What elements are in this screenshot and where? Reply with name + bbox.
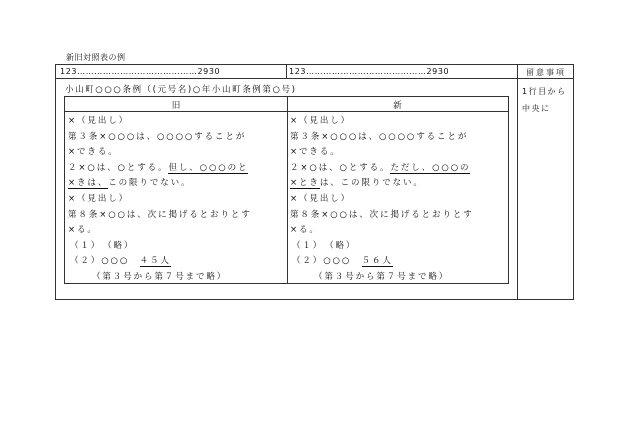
new-changed-text: ５６人 [361,256,393,267]
diff-table [64,96,509,284]
ruler-old: 123……………………………………2930 [60,67,221,76]
old-line: 第８条×○○は、次に掲げるとおりとす [68,209,252,220]
new-line: （１） （略） [292,240,357,251]
page-title: 新旧対照表の例 [66,53,126,62]
column-divider [287,97,288,283]
new-line [290,254,474,270]
old-changed-text: ４５人 [139,256,171,267]
old-line [68,176,252,192]
old-line: （第３号から第７号まで略） [92,271,228,282]
old-line: （１） （略） [70,240,135,251]
new-line: ×できる。 [290,147,341,158]
new-text: は、この限りでない。 [319,178,424,189]
old-line: ×（見出し） [68,193,130,204]
old-line: ×（見出し） [68,116,130,126]
ruler-divider [286,65,287,78]
ruler-new: 123……………………………………2930 [289,67,450,76]
old-text: ２×○は、○とする。 [68,162,169,173]
new-line: ×る。 [290,225,320,236]
new-line [290,176,474,192]
comparison-table [55,64,574,300]
new-line: 第８条×○○は、次に掲げるとおりとす [290,209,474,220]
new-text: ２×○は、○とする。 [290,162,391,173]
old-line [68,161,252,177]
old-column-header: 旧 [171,101,181,111]
old-line: ×る。 [68,225,98,236]
ordinance-title: 小山町○○○条例（(元号名)○年小山町条例第○号) [65,85,297,95]
notes-divider [517,65,518,299]
old-column-body [68,114,252,286]
new-line: （第３号から第７号まで略） [314,271,450,282]
old-changed-text: 但し、○○○のと [168,162,249,173]
side-header: 留意事項 [526,68,566,77]
old-text: （２）○○○ [70,256,140,267]
side-note-line: 中央に [522,104,551,113]
new-changed-text: ×とき [290,178,320,189]
new-line [290,161,474,177]
header-divider [56,78,573,79]
new-column-header: 新 [393,101,402,111]
old-line: 第３条×○○○は、○○○○することが [68,131,247,142]
new-line: ×（見出し） [290,116,352,126]
old-line: ×できる。 [68,147,119,158]
new-line: ×（見出し） [290,193,352,204]
new-text: （２）○○○ [292,256,362,267]
new-changed-text: ただし、○○○の [390,162,471,173]
old-text: この限りでない。 [108,178,192,189]
old-line [68,254,252,270]
old-changed-text: ×きは、 [68,178,109,189]
side-note [522,83,572,117]
side-note-line: 1行目から [522,87,567,96]
new-line: 第３条×○○○は、○○○○することが [290,131,469,142]
new-column-body [290,114,474,286]
